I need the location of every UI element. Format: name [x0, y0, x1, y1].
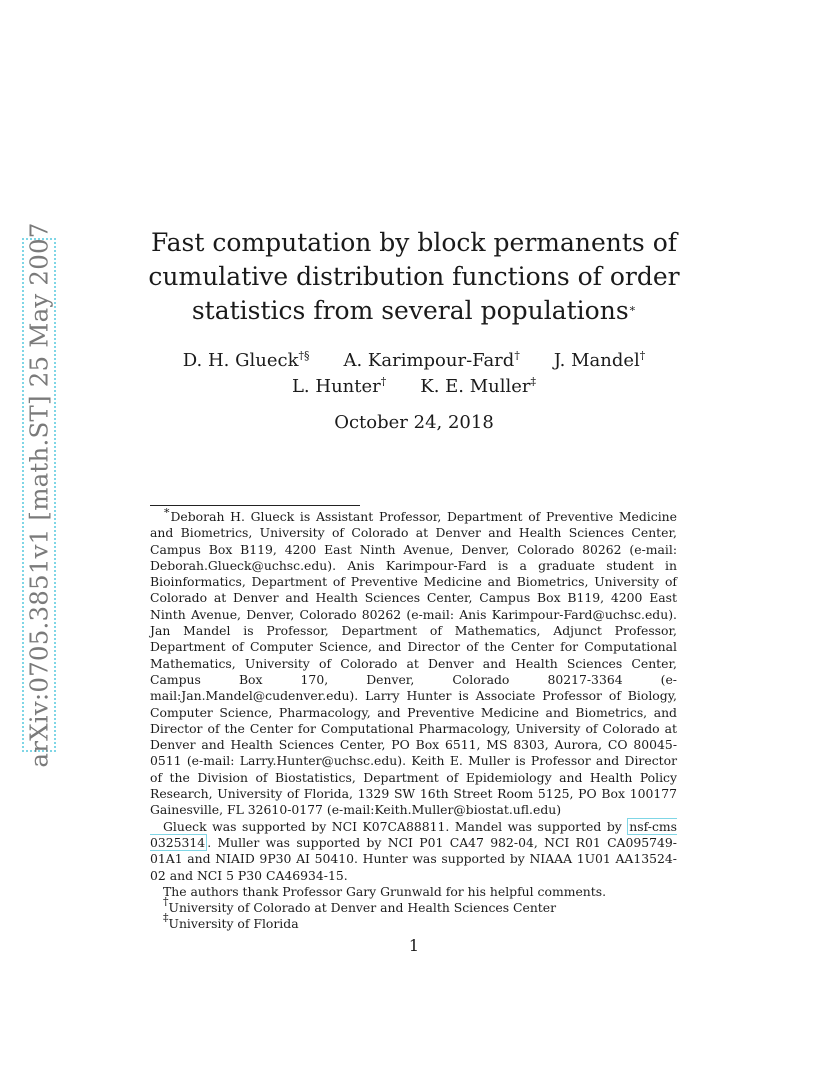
paper-title [140, 226, 688, 328]
author-karimpour-fard: A. Karimpour-Fard† [343, 349, 520, 371]
title-line-1: Fast computation by block permanents of [150, 228, 678, 257]
title-line-2: cumulative distribution functions of order [148, 262, 680, 291]
author-hunter: L. Hunter† [291, 375, 387, 397]
title-footnote-mark: ∗ [628, 302, 637, 315]
footnote-divider [150, 505, 360, 506]
page-number: 1 [408, 936, 420, 955]
footnote-dagger: †University of Colorado at Denver and Health Sciences Center [163, 895, 557, 916]
author-mandel: J. Mandel† [553, 349, 646, 371]
footnote-affiliations: ∗Deborah H. Glueck is Assistant Professor, Department of Preventive Medicine and Biometrics, University of Colorado at Denver and Health Sciences Center, Campus Box B119, 4200 East Ninth Avenue, Denver, Colorado 80262 (e-mail: Deborah.Glueck@uchsc.edu). Anis Karimpour-Fard is a graduate student in Bioinformatics, Department of Preventive Medicine and Biometrics, University of Colorado at Denver and Health Sciences Center, Campus Box B119, 4200 East Ninth Avenue, Denver, Colorado 80262 (e-mail: Anis Karimpour-Fard@uchsc.edu). Jan Mandel is Professor, Department of Mathematics, Adjunct Professor, Department of Computer Science, and Director of the Center for Computational Mathematics, University of Colorado at Denver and Health Sciences Center, Campus Box 170, Denver, Colorado 80217-3364 (e-mail:Jan.Mandel@cudenver.edu). Larry Hunter is Associate Professor of Biology, Computer Science, Pharmacology, and Preventive Medicine and Biometrics, and Director of the Center for Computational Pharmacology, University of Colorado at Denver and Health Sciences Center, PO Box 6511, MS 8303, Aurora, CO 80045-0511 (e-mail: Larry.Hunter@uchsc.edu). Keith E. Muller is Professor and Director of the Division of Biostatistics, Department of Epidemiology and Health Policy Research, University of Florida, 1329 SW 16th Street Room 5125, PO Box 100177 Gainesville, FL 32610-0177 (e-mail:Keith.Muller@biostat.ufl.edu) [150, 504, 677, 818]
footnote-thanks: The authors thank Professor Gary Grunwald for his helpful comments. [163, 883, 607, 899]
author-muller: K. E. Muller‡ [420, 375, 537, 397]
author-list [140, 348, 688, 400]
title-line-3: statistics from several populations [191, 296, 629, 325]
paper-date: October 24, 2018 [334, 412, 494, 433]
arxiv-identifier[interactable]: arXiv:0705.3851v1 [math.ST] 25 May 2007 [24, 222, 54, 768]
author-glueck: D. H. Glueck†§ [182, 349, 310, 371]
nsf-grant-link[interactable]: nsf-cms 0325314 [150, 818, 677, 850]
footnote-support: Glueck was supported by NCI K07CA88811. Mandel was supported by nsf-cms 0325314 . Muller was supported by NCI P01 CA47 982-04, NCI R01 CA095749-01A1 and NIAID 9P30 AI 50410. Hunter was supported by NIAAA 1U01 AA13524-02 and NCI 5 P30 CA46934-15. [150, 818, 677, 883]
footnote-ddagger: ‡University of Florida [163, 911, 299, 932]
footnotes [150, 504, 677, 933]
